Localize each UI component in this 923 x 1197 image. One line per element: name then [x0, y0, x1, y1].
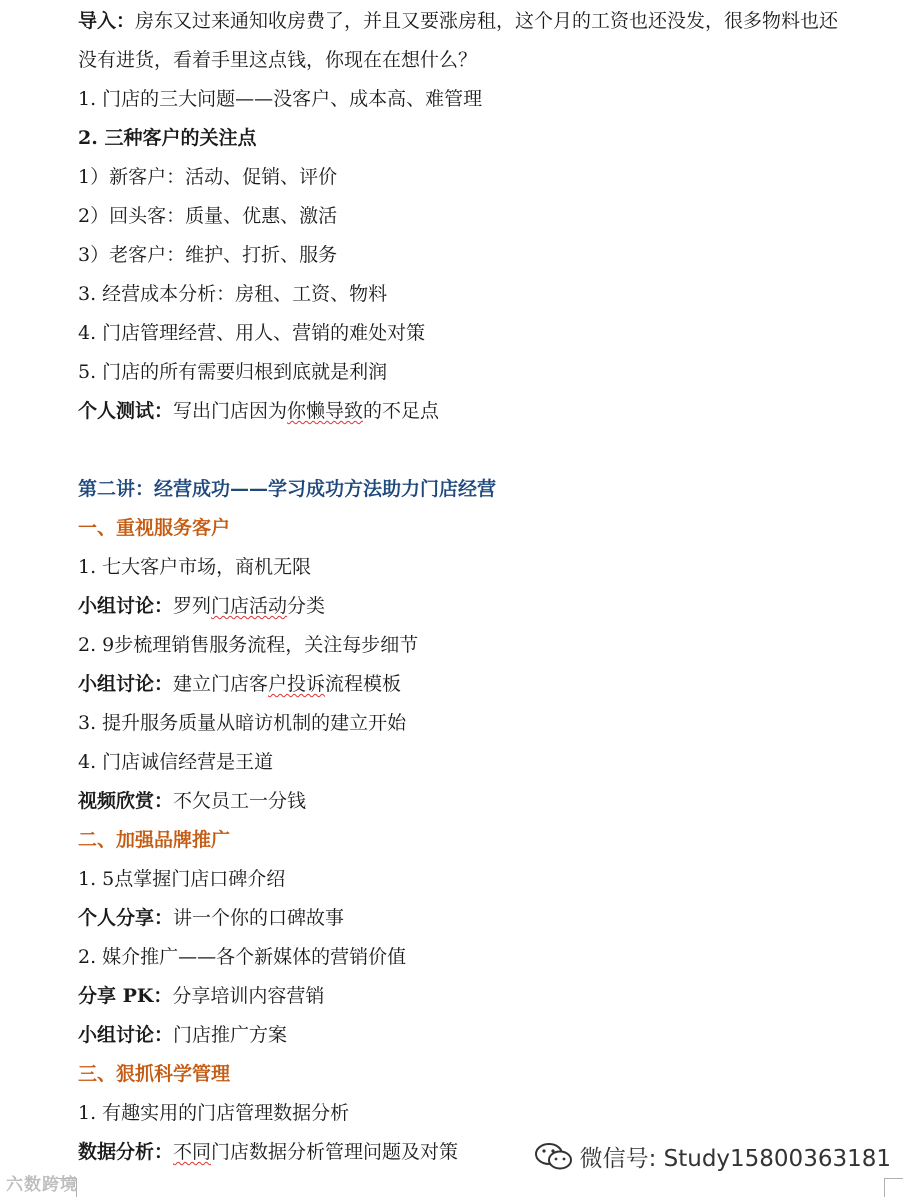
- intro-text-1: 房东又过来通知收房费了，并且又要涨房租，这个月的工资也还没发，很多物料也还: [135, 10, 839, 32]
- group-discussion-label: 小组讨论：: [78, 595, 174, 617]
- list-item: 1. 有趣实用的门店管理数据分析: [78, 1102, 350, 1124]
- share-pk-line: [78, 984, 324, 1008]
- data-analysis-text: 门店数据分析管理问题及对策: [211, 1141, 459, 1163]
- page-corner-mark: [884, 1178, 903, 1197]
- spellcheck-underline-text: 不同: [173, 1141, 212, 1163]
- data-analysis-line: [78, 1140, 458, 1164]
- wechat-icon: [534, 1142, 574, 1172]
- list-item: 2. 媒介推广——各个新媒体的营销价值: [78, 946, 407, 968]
- discussion-text-end: 分类: [287, 595, 326, 617]
- watermark-right: [534, 1140, 891, 1173]
- discussion-text: 门店推广方案: [173, 1024, 288, 1046]
- list-item: 3. 经营成本分析：房租、工资、物料: [78, 283, 388, 305]
- watermark-right-text: 微信号: Study15800363181: [579, 1146, 891, 1172]
- discussion-text: 建立门店客: [173, 673, 269, 695]
- spellcheck-underline-text: 户投诉: [268, 673, 326, 695]
- group-discussion-line: [78, 1023, 287, 1047]
- share-pk-text: 分享培训内容营销: [172, 985, 325, 1007]
- list-item: 3）老客户：维护、打折、服务: [78, 244, 338, 266]
- discussion-text-end: 流程模板: [325, 673, 402, 695]
- personal-test-line: [78, 399, 439, 423]
- intro-line-1: [78, 9, 838, 33]
- list-item: 1）新客户：活动、促销、评价: [78, 166, 338, 188]
- intro-line-2: 没有进货，看着手里这点钱，你现在在想什么？: [78, 49, 478, 71]
- section-heading: 三、狠抓科学管理: [78, 1063, 231, 1085]
- section-heading: 二、加强品牌推广: [78, 829, 231, 851]
- spellcheck-underline-text: 门店活动: [211, 595, 288, 617]
- share-pk-label: 分享 PK：: [78, 985, 173, 1007]
- section-heading: 一、重视服务客户: [78, 517, 231, 539]
- data-analysis-label: 数据分析：: [78, 1141, 174, 1163]
- group-discussion-line: [78, 594, 325, 618]
- list-item: 2. 9步梳理销售服务流程，关注每步细节: [78, 634, 419, 656]
- watermark-left: 六数跨境: [6, 1175, 78, 1195]
- list-item: 4. 门店诚信经营是王道: [78, 751, 274, 773]
- video-line: [78, 789, 306, 813]
- list-item: 3. 提升服务质量从暗访机制的建立开始: [78, 712, 407, 734]
- list-item: 2）回头客：质量、优惠、激活: [78, 205, 338, 227]
- group-discussion-label: 小组讨论：: [78, 673, 174, 695]
- video-label: 视频欣赏：: [78, 790, 174, 812]
- spellcheck-underline-text: 你懒导致: [287, 400, 364, 422]
- list-item: 1. 5点掌握门店口碑介绍: [78, 868, 286, 890]
- group-discussion-label: 小组讨论：: [78, 1024, 174, 1046]
- intro-label: 导入：: [78, 10, 136, 32]
- personal-share-line: [78, 906, 344, 930]
- list-item: 5. 门店的所有需要归根到底就是利润: [78, 361, 388, 383]
- discussion-text: 罗列: [173, 595, 212, 617]
- video-text: 不欠员工一分钱: [173, 790, 307, 812]
- list-item: 4. 门店管理经营、用人、营销的难处对策: [78, 322, 426, 344]
- personal-share-text: 讲一个你的口碑故事: [173, 907, 345, 929]
- lecture-title: 第二讲：经营成功——学习成功方法助力门店经营: [78, 478, 497, 500]
- group-discussion-line: [78, 672, 401, 696]
- personal-share-label: 个人分享：: [78, 907, 174, 929]
- personal-test-text-end: 的不足点: [363, 400, 440, 422]
- personal-test-text: 写出门店因为: [173, 400, 288, 422]
- personal-test-label: 个人测试：: [78, 400, 174, 422]
- list-item: 1. 七大客户市场，商机无限: [78, 556, 312, 578]
- list-item: 1. 门店的三大问题——没客户、成本高、难管理: [78, 88, 483, 110]
- list-item: 2. 三种客户的关注点: [78, 127, 257, 149]
